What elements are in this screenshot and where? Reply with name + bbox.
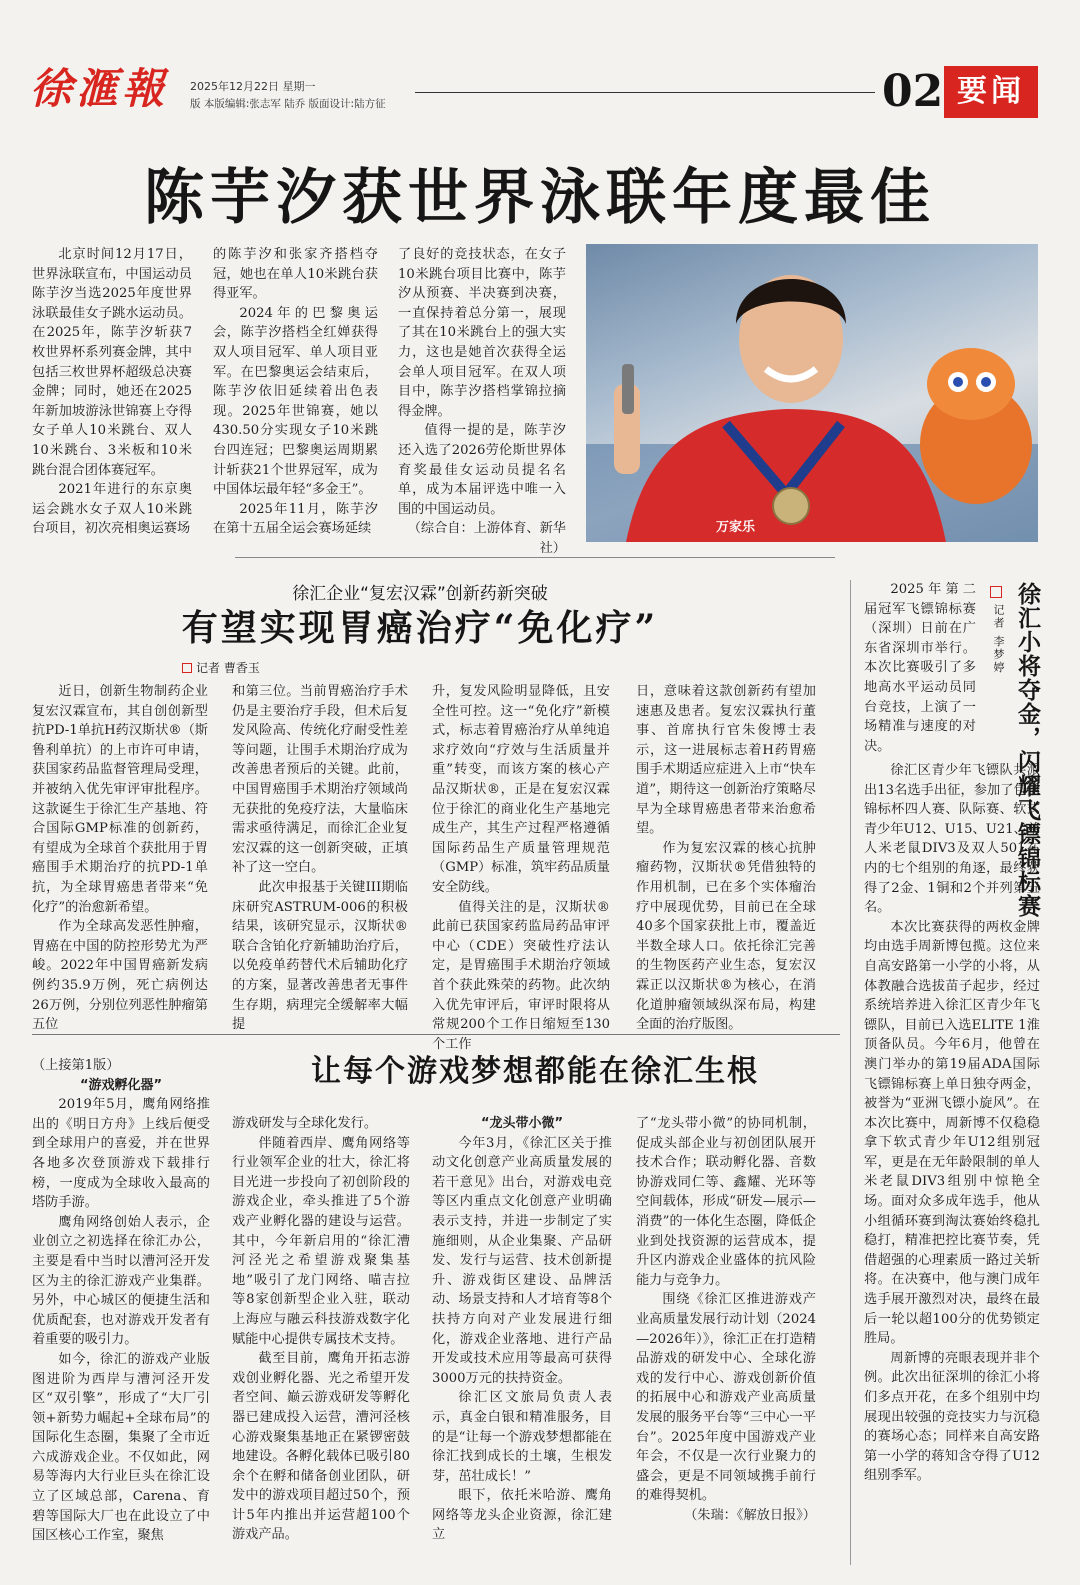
- article4-title: 让每个游戏梦想都能在徐汇生根: [311, 1054, 759, 1089]
- divider-bottom: [32, 1034, 840, 1035]
- article2-col4: 日，意味着这款创新药有望加速惠及患者。复宏汉霖执行董事、首席执行官朱俊博士表示，这一进展标志着H药胃癌围手术期适应症进入上市“快车道”，期待这一创新治疗策略尽早为全球胃癌患者带来治愈希望。 作为复宏汉霖的核心抗肿瘤药物，汉斯状®凭借独特的作用机制，已在多个实体瘤治疗中展现优势，目前已在全球40多个国家获批上市，覆盖近半数全球人口。依托徐汇完善的生物医药产业生态，复宏汉霖正以汉斯状®为核心，在消化道肿瘤领域纵深布局，构建全面的治疗版图。: [636, 684, 816, 1033]
- article4-col3: “龙头带小微” 今年3月，《徐汇区关于推动文化创意产业高质量发展的若干意见》出台，对游戏电竞等区内重点文化创意产业明确表示支持，并进一步制定了实施细则，从企业集聚、产品研发、发行与运营、技术创新提升、游戏街区建设、品牌活动、场景支持和人才培育等8个扶持方向对产业发展进行细化，游戏企业落地、进行产品开发或技术应用等最高可获得3000万元的扶持资金。 徐汇区文旅局负责人表示，真金白银和精准服务，目的是“让每一个游戏梦想都能在徐汇找到成长的土壤，生根发芽，茁壮成长！” 眼下，依托米哈游、鹰角网络等龙头企业资源，徐汇建立: [432, 1116, 612, 1543]
- masthead-logo: 徐滙報: [30, 64, 169, 113]
- photo-bib-text: 万家乐: [716, 520, 756, 535]
- article2-col1: 近日，创新生物制药企业复宏汉霖宣布，其自创创新型抗PD-1单抗H药汉斯状®（斯鲁利单抗）的上市许可申请，获国家药品监督管理局受理，并被纳入优先审评审批程序。这款诞生于徐汇生产基地、符合国际GMP标准的创新药，有望成为全球首个获批用于胃癌围手术期治疗的抗PD-1单抗，为全球胃癌患者带来“免化疗”的治愈新希望。 作为全球高发恶性肿瘤，胃癌在中国的防控形势尤为严峻。2022年中国胃癌新发病例约35.9万例，死亡病例达26万例，分别位列恶性肿瘤第五位: [32, 684, 208, 1033]
- article2-col3: 升，复发风险明显降低，且安全性可控。这一“免化疗”新模式，标志着胃癌治疗从单纯追求疗效向“疗效与生活质量并重”转变，而该方案的核心产品汉斯状®，正是在复宏汉霖位于徐汇的商业化生产基地完成生产，其生产过程严格遵循国际药品生产质量管理规范（GMP）标准，筑牢药品质量安全防线。 值得关注的是，汉斯状®此前已获国家药监局药品审评中心（CDE）突破性疗法认定，是胃癌围手术期治疗领域首个获此殊荣的药物。此次纳入优先审评后，审评时限将从常规200个工作日缩短至130个工作: [432, 684, 610, 1052]
- article4-col2: 游戏研发与全球化发行。 伴随着西岸、鹰角网络等行业领军企业的壮大，徐汇将目光进一步投向了初创阶段的游戏企业，牵头推进了5个游戏产业孵化器的建设与运营。其中，今年新启用的“徐汇漕河泾光之希望游戏聚集基地”吸引了龙门网络、喵吉拉等8家创新型企业入驻，联动上海应与融云科技游戏数字化赋能中心提供专属技术支持。 截至目前，鹰角开拓志游戏创业孵化器、光之希望开发者空间、巅云游戏研发等孵化器已建成投入运营，漕河泾核心游戏聚集基地正在紧锣密鼓地建设。各孵化载体已吸引80余个在孵和储备创业团队，研发中的游戏项目超过50个，预计5年内推出并运营超100个游戏产品。: [232, 1116, 410, 1543]
- article1-col2: 的陈芋汐和张家齐搭档夺冠，她也在单人10米跳台获得亚军。 2024年的巴黎奥运会，陈芋汐搭档全红婵获得双人项目冠军、单人项目亚军。在巴黎奥运会结束后，陈芋汐依旧延续着出色表现。2025年世锦赛，她以430.50分实现女子10米跳台四连冠；巴黎奥运周期累计斩获21个世界冠军，成为中国体坛最年轻“多金王”。 2025年11月，陈芋汐在第十五届全运会赛场延续: [213, 247, 378, 537]
- article3-body: 徐汇区青少年飞镖队共派出13名选手出征，参加了包括锦标杯四人赛、队际赛、软式青少年U12、U15、U21、单人米老鼠DIV3及双人501在内的七个组别的角逐，最终获得了2金、1铜和2个并列第五名。 本次比赛获得的两枚金牌均由选手周新博包揽。这位来自高安路第一小学的小将，从体教融合选拔苗子起步，经过系统培养进入徐汇区青少年飞镖队，目前已入选ELITE 1淮顶备队员。今年6月，他曾在澳门举办的第19届ADA国际飞镖锦标赛上单日独夺两金，被誉为“亚洲飞镖小旋风”。在本次比赛中，周新博不仅稳稳拿下软式青少年U12组别冠军，更是在无年龄限制的单人米老鼠DIV3组别中惊艳全场。面对众多成年选手，他从小组循环赛到淘汰赛始终稳扎稳打，精准把控比赛节奏，凭借超强的心理素质一路过关斩将。在决赛中，他与澳门成年选手展开激烈对决，最终在最后一轮以超100分的优势锁定胜局。 周新博的亮眼表现并非个例。此次出征深圳的徐汇小将们多点开花，在多个组别中均展现出较强的竞技实力与沉稳的赛场心态；同样来自高安路第一小学的蒋知含夺得了U12组别季军。: [864, 763, 1040, 1484]
- article2-byline-text: 记者 曹香玉: [196, 661, 260, 675]
- divider-top: [235, 557, 835, 558]
- article1-title: 陈芋汐获世界泳联年度最佳: [144, 163, 936, 233]
- sidebar-divider: [850, 580, 851, 1565]
- article2-title: 有望实现胃癌治疗“免化疗”: [181, 607, 659, 649]
- masthead-date: 2025年12月22日 星期一: [190, 80, 316, 93]
- article3-title: 徐汇小将夺金，闪耀飞镖锦标赛: [1014, 582, 1041, 918]
- masthead-staff: 版 本版编辑:张志军 陆乔 版面设计:陆方征: [190, 98, 386, 110]
- page-number: 02: [882, 66, 944, 117]
- section-badge: 要闻: [944, 66, 1038, 118]
- article3-byline: 记者 李梦婷: [992, 604, 1005, 675]
- article2-col2: 和第三位。当前胃癌治疗手术仍是主要治疗手段，但术后复发风险高、传统化疗耐受性差等问题，让围手术期治疗成为改善患者预后的关键。此前，中国胃癌围手术期治疗领域尚无获批的免疫疗法，大量临床需求亟待满足，而徐汇企业复宏汉霖的这一创新突破，正填补了这一空白。 此次申报基于关键III期临床研究ASTRUM-006的积极结果，该研究显示，汉斯状®联合含铂化疗新辅助治疗后，以免疫单药替代术后辅助化疗的方案，显著改善患者无事件生存期，病理完全缓解率大幅提: [232, 684, 408, 1033]
- article4-sub1: “游戏孵化器”: [79, 1077, 163, 1093]
- article1-col1: 北京时间12月17日，世界泳联宣布，中国运动员陈芋汐当选2025年度世界泳联最佳女子跳水运动员。在2025年，陈芋汐斩获7枚世界杯系列赛金牌，其中包括三枚世界杯超级总决赛金牌；同时，她还在2025年新加坡游泳世锦赛上夺得女子单人10米跳台、双人10米跳台、3米板和10米跳台混合团体赛冠军。 2021年进行的东京奥运会跳水女子双人10米跳台项目，初次亮相奥运赛场: [32, 247, 192, 537]
- masthead-rule: [415, 92, 875, 93]
- article4-col1: （上接第1版） “游戏孵化器” 2019年5月，鹰角网络推出的《明日方舟》上线后便受到全球用户的喜爱，并在世界各地多次登顶游戏下载排行榜，一度成为全球收入最高的塔防手游。 鹰角网络创始人表示，企业创立之初选择在徐汇办公，主要是看中当时以漕河泾开发区为主的徐汇游戏产业集群。另外，中心城区的便捷生活和优质配套，也对游戏开发者有着重要的吸引力。 如今，徐汇的游戏产业版图进阶为西岸与漕河泾开发区“双引擎”，形成了“大厂引领+新势力崛起+全球布局”的国际化生态圈，集聚了全市近六成游戏企业。不仅如此，网易等海内大行业巨头在徐汇设立了区域总部，Carena、育碧等国际大厂也在此设立了中国区核心工作室，聚焦: [32, 1058, 210, 1544]
- article1-col3: 了良好的竞技状态，在女子10米跳台项目比赛中，陈芋汐从预赛、半决赛到决赛，一直保持着总分第一，展现了其在10米跳台上的强大实力，这也是她首次获得全运会单人项目冠军。在双人项目中，陈芋汐搭档掌锦拉摘得金牌。 值得一提的是，陈芋汐还入选了2026劳伦斯世界体育奖最佳女运动员提名名单，成为本届评选中唯一入围的中国运动员。 （综合自：上游体育、新华社）: [398, 245, 566, 540]
- article3-intro: 2025年第二届冠军飞镖锦标赛（深圳）日前在广东省深圳市举行。本次比赛吸引了多地高水平运动员同台竞技，上演了一场精准与速度的对决。: [864, 582, 976, 754]
- article1-photo: [586, 244, 1038, 542]
- article3-byline-marker: [990, 586, 1002, 598]
- article1-source: （综合自：上游体育、新华社）: [407, 521, 566, 556]
- article4-source: （朱瑞：《解放日报》）: [684, 1507, 816, 1523]
- article2-kicker: 徐汇企业“复宏汉霖”创新药新突破: [292, 584, 548, 604]
- article4-sub2: “龙头带小微”: [480, 1116, 564, 1131]
- article4-col4: 了“龙头带小微”的协同机制，促成头部企业与初创团队展开技术合作；联动孵化器、音数协游戏同仁等、鑫耀、光环等空间载体，形成“研发—展示—消费”的一体化生态圈，降低企业到处找资源的运营成本，提升区内游戏企业盛体的抗风险能力与竞争力。 围绕《徐汇区推进游戏产业高质量发展行动计划（2024—2026年）》，徐汇正在打造精品游戏的研发中心、全球化游戏的发行中心、游戏创新价值的拓展中心和游戏产业高质量发展的服务平台等“三中心一平台”。2025年度中国游戏产业年会，不仅是一次行业聚力的盛会，更是不同领域携手前行的难得契机。 （朱瑞：《解放日报》）: [636, 1114, 816, 1546]
- article2-byline: [182, 659, 260, 676]
